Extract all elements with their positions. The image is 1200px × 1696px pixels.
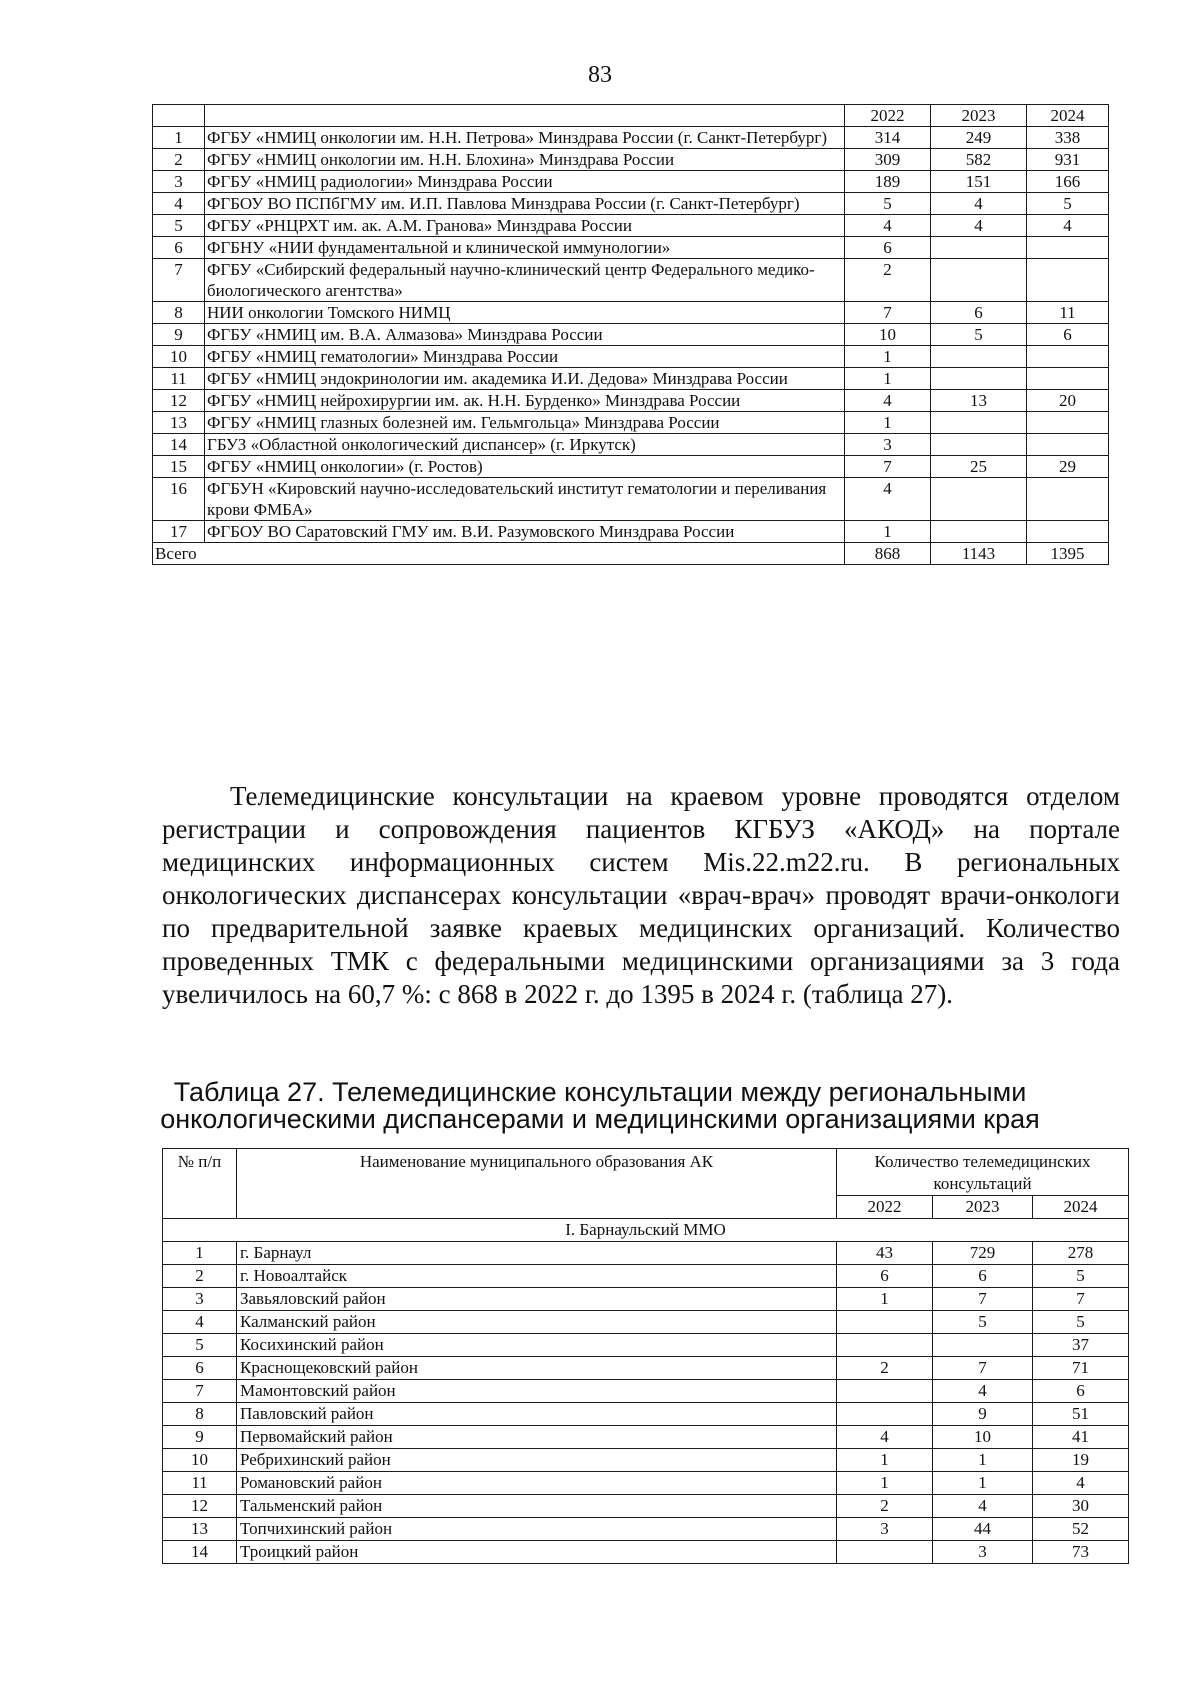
table-row	[153, 456, 1109, 478]
organization-name: ФГБУ «РНЦРХТ им. ак. А.М. Гранова» Минздрава России	[205, 215, 845, 237]
header-year-2022: 2022	[845, 105, 931, 127]
organization-name: ФГБУ «НМИЦ радиологии» Минздрава России	[205, 171, 845, 193]
value-2022	[837, 1380, 933, 1403]
page-number: 83	[588, 62, 612, 88]
municipality-name: Краснощековский район	[237, 1357, 837, 1380]
total-label: Всего	[153, 543, 845, 565]
section-title: I. Барнаульский ММО	[163, 1219, 1129, 1242]
municipality-name: Троицкий район	[237, 1541, 837, 1564]
value-2024: 5	[1033, 1265, 1129, 1288]
value-2024: 30	[1033, 1495, 1129, 1518]
value-2024: 338	[1027, 127, 1109, 149]
row-number: 9	[153, 324, 205, 346]
value-2023: 1	[933, 1449, 1033, 1472]
row-number: 8	[163, 1403, 237, 1426]
table-row	[163, 1426, 1129, 1449]
value-2022	[837, 1541, 933, 1564]
table-row	[153, 521, 1109, 543]
value-2023: 151	[931, 171, 1027, 193]
value-2024	[1027, 346, 1109, 368]
row-number: 7	[163, 1380, 237, 1403]
row-number: 1	[153, 127, 205, 149]
row-number: 13	[153, 412, 205, 434]
organization-name: ФГБНУ «НИИ фундаментальной и клинической иммунологии»	[205, 237, 845, 259]
table-row	[153, 302, 1109, 324]
value-2024: 41	[1033, 1426, 1129, 1449]
row-number: 5	[163, 1334, 237, 1357]
row-number: 9	[163, 1426, 237, 1449]
value-2024: 278	[1033, 1242, 1129, 1265]
row-number: 14	[163, 1541, 237, 1564]
table-row	[163, 1242, 1129, 1265]
value-2022: 1	[845, 368, 931, 390]
value-2023: 4	[933, 1380, 1033, 1403]
table-row	[153, 390, 1109, 412]
table-row	[153, 368, 1109, 390]
municipality-name: г. Барнаул	[237, 1242, 837, 1265]
row-number: 8	[153, 302, 205, 324]
municipality-name: Косихинский район	[237, 1334, 837, 1357]
value-2023	[931, 412, 1027, 434]
table-row	[153, 412, 1109, 434]
row-number: 11	[153, 368, 205, 390]
value-2022: 3	[837, 1518, 933, 1541]
value-2023: 249	[931, 127, 1027, 149]
value-2023: 7	[933, 1357, 1033, 1380]
table-row	[163, 1265, 1129, 1288]
value-2022: 4	[845, 215, 931, 237]
row-number: 12	[163, 1495, 237, 1518]
value-2024: 7	[1033, 1288, 1129, 1311]
value-2022: 314	[845, 127, 931, 149]
municipality-name: Калманский район	[237, 1311, 837, 1334]
value-2022: 309	[845, 149, 931, 171]
table-header-row	[153, 105, 1109, 127]
table-row	[153, 193, 1109, 215]
table-row	[153, 149, 1109, 171]
row-number: 4	[163, 1311, 237, 1334]
value-2024	[1027, 368, 1109, 390]
row-number: 3	[163, 1288, 237, 1311]
value-2024: 73	[1033, 1541, 1129, 1564]
value-2022: 1	[845, 346, 931, 368]
row-number: 5	[153, 215, 205, 237]
row-number: 6	[163, 1357, 237, 1380]
federal-consultations-table	[152, 104, 1109, 565]
table-row	[163, 1449, 1129, 1472]
value-2023: 10	[933, 1426, 1033, 1449]
total-2024: 1395	[1027, 543, 1109, 565]
value-2023: 7	[933, 1288, 1033, 1311]
row-number: 4	[153, 193, 205, 215]
municipality-name: Завьяловский район	[237, 1288, 837, 1311]
table-row	[153, 127, 1109, 149]
table-row	[163, 1380, 1129, 1403]
value-2024: 37	[1033, 1334, 1129, 1357]
value-2023: 1	[933, 1472, 1033, 1495]
federal-table-body	[153, 127, 1109, 543]
value-2023	[931, 521, 1027, 543]
table-row	[153, 215, 1109, 237]
table-row	[153, 259, 1109, 302]
value-2023	[931, 368, 1027, 390]
table-row	[153, 324, 1109, 346]
value-2024: 6	[1033, 1380, 1129, 1403]
value-2023: 6	[933, 1265, 1033, 1288]
value-2023	[931, 434, 1027, 456]
organization-name: ФГБУ «НМИЦ онкологии им. Н.Н. Петрова» Минздрава России (г. Санкт-Петербург)	[205, 127, 845, 149]
organization-name: ФГБОУ ВО ПСПбГМУ им. И.П. Павлова Минздрава России (г. Санкт-Петербург)	[205, 193, 845, 215]
organization-name: ФГБУ «НМИЦ глазных болезней им. Гельмгольца» Минздрава России	[205, 412, 845, 434]
total-2022: 868	[845, 543, 931, 565]
row-number: 3	[153, 171, 205, 193]
row-number: 16	[153, 478, 205, 521]
value-2022: 6	[845, 237, 931, 259]
row-number: 10	[163, 1449, 237, 1472]
municipality-name: Ребрихинский район	[237, 1449, 837, 1472]
value-2023: 9	[933, 1403, 1033, 1426]
value-2024: 19	[1033, 1449, 1129, 1472]
value-2023	[931, 259, 1027, 302]
organization-name: ФГБУ «НМИЦ нейрохирургии им. ак. Н.Н. Бурденко» Минздрава России	[205, 390, 845, 412]
municipality-name: Мамонтовский район	[237, 1380, 837, 1403]
table-row	[163, 1541, 1129, 1564]
value-2023: 13	[931, 390, 1027, 412]
value-2022: 2	[837, 1495, 933, 1518]
header-year-2022: 2022	[837, 1196, 933, 1219]
table-row	[153, 346, 1109, 368]
value-2024: 20	[1027, 390, 1109, 412]
municipality-name: Первомайский район	[237, 1426, 837, 1449]
body-paragraph	[162, 780, 1120, 1011]
total-row	[153, 543, 1109, 565]
value-2022: 10	[845, 324, 931, 346]
municipality-name: Тальменский район	[237, 1495, 837, 1518]
header-year-2024: 2024	[1033, 1196, 1129, 1219]
header-year-2023: 2023	[931, 105, 1027, 127]
regional-consultations-table	[162, 1148, 1129, 1564]
table-row	[163, 1518, 1129, 1541]
organization-name: ФГБУ «НМИЦ онкологии» (г. Ростов)	[205, 456, 845, 478]
row-number: 15	[153, 456, 205, 478]
organization-name: ФГБУН «Кировский научно-исследовательский институт гематологии и переливания крови ФМБА»	[205, 478, 845, 521]
value-2024	[1027, 521, 1109, 543]
value-2022: 1	[837, 1449, 933, 1472]
total-2023: 1143	[931, 543, 1027, 565]
value-2024	[1027, 412, 1109, 434]
table-row	[153, 478, 1109, 521]
value-2023: 5	[931, 324, 1027, 346]
header-name-cell: Наименование муниципального образования АК	[237, 1149, 837, 1219]
value-2022: 4	[845, 390, 931, 412]
value-2022	[837, 1311, 933, 1334]
value-2024: 6	[1027, 324, 1109, 346]
value-2024: 29	[1027, 456, 1109, 478]
regional-table-body	[163, 1242, 1129, 1564]
table-row	[163, 1403, 1129, 1426]
value-2024: 51	[1033, 1403, 1129, 1426]
value-2024: 52	[1033, 1518, 1129, 1541]
row-number: 2	[163, 1265, 237, 1288]
value-2022: 3	[845, 434, 931, 456]
paragraph-text: Телемедицинские консультации на краевом уровне проводятся отделом регистрации и сопровождения пациентов КГБУЗ «АКОД» на портале медицинских информационных систем Mis.22.m22.ru. В региональных онкологических диспансерах консультации «врач-врач» проводят врачи-онкологи по предварительной заявке краевых медицинских организаций. Количество проведенных ТМК с федеральными медицинскими организациями за 3 года увеличилось на 60,7 %: с 868 в 2022 г. до 1395 в 2024 г. (таблица 27).	[162, 781, 1120, 1009]
row-number: 17	[153, 521, 205, 543]
row-number: 6	[153, 237, 205, 259]
value-2022: 6	[837, 1265, 933, 1288]
value-2022: 43	[837, 1242, 933, 1265]
value-2024: 5	[1027, 193, 1109, 215]
value-2023: 25	[931, 456, 1027, 478]
municipality-name: Романовский район	[237, 1472, 837, 1495]
value-2022: 4	[837, 1426, 933, 1449]
table-row	[163, 1472, 1129, 1495]
value-2022	[837, 1403, 933, 1426]
value-2024: 166	[1027, 171, 1109, 193]
organization-name: ФГБУ «НМИЦ им. В.А. Алмазова» Минздрава России	[205, 324, 845, 346]
table-row	[163, 1311, 1129, 1334]
value-2022: 1	[837, 1472, 933, 1495]
table-row	[153, 237, 1109, 259]
header-year-2024: 2024	[1027, 105, 1109, 127]
organization-name: ФГБУ «Сибирский федеральный научно-клинический центр Федерального медико-биологического агентства»	[205, 259, 845, 302]
caption-line-1: Таблица 27. Телемедицинские консультации между региональными	[173, 1077, 1027, 1107]
row-number: 2	[153, 149, 205, 171]
value-2024: 11	[1027, 302, 1109, 324]
organization-name: НИИ онкологии Томского НИМЦ	[205, 302, 845, 324]
header-org-cell	[205, 105, 845, 127]
value-2024	[1027, 478, 1109, 521]
organization-name: ФГБУ «НМИЦ эндокринологии им. академика И.И. Дедова» Минздрава России	[205, 368, 845, 390]
value-2023	[931, 346, 1027, 368]
municipality-name: г. Новоалтайск	[237, 1265, 837, 1288]
table-caption	[0, 1079, 1200, 1133]
table-row	[153, 434, 1109, 456]
value-2024: 4	[1027, 215, 1109, 237]
value-2023: 3	[933, 1541, 1033, 1564]
value-2024: 5	[1033, 1311, 1129, 1334]
value-2024	[1027, 259, 1109, 302]
organization-name: ФГБУ «НМИЦ онкологии им. Н.Н. Блохина» Минздрава России	[205, 149, 845, 171]
value-2024: 71	[1033, 1357, 1129, 1380]
row-number: 1	[163, 1242, 237, 1265]
value-2023	[931, 478, 1027, 521]
value-2023: 44	[933, 1518, 1033, 1541]
value-2022: 2	[837, 1357, 933, 1380]
value-2022: 2	[845, 259, 931, 302]
table-row	[163, 1495, 1129, 1518]
value-2022: 1	[845, 521, 931, 543]
value-2022: 4	[845, 478, 931, 521]
value-2023	[931, 237, 1027, 259]
value-2022: 7	[845, 456, 931, 478]
table-row	[163, 1288, 1129, 1311]
value-2022	[837, 1334, 933, 1357]
value-2023: 5	[933, 1311, 1033, 1334]
value-2023: 6	[931, 302, 1027, 324]
header-num-cell	[153, 105, 205, 127]
value-2023: 729	[933, 1242, 1033, 1265]
header-num-cell: № п/п	[163, 1149, 237, 1219]
value-2022: 5	[845, 193, 931, 215]
header-year-2023: 2023	[933, 1196, 1033, 1219]
value-2024: 4	[1033, 1472, 1129, 1495]
organization-name: ФГБУ «НМИЦ гематологии» Минздрава России	[205, 346, 845, 368]
value-2022: 7	[845, 302, 931, 324]
row-number: 12	[153, 390, 205, 412]
row-number: 11	[163, 1472, 237, 1495]
value-2024	[1027, 434, 1109, 456]
table-row	[153, 171, 1109, 193]
table2-header-row	[163, 1149, 1129, 1196]
section-row	[163, 1219, 1129, 1242]
organization-name: ФГБОУ ВО Саратовский ГМУ им. В.И. Разумовского Минздрава России	[205, 521, 845, 543]
header-count-cell: Количество телемедицинских консультаций	[837, 1149, 1129, 1196]
municipality-name: Топчихинский район	[237, 1518, 837, 1541]
table-row	[163, 1357, 1129, 1380]
value-2023	[933, 1334, 1033, 1357]
value-2022: 1	[837, 1288, 933, 1311]
row-number: 7	[153, 259, 205, 302]
municipality-name: Павловский район	[237, 1403, 837, 1426]
value-2022: 189	[845, 171, 931, 193]
row-number: 14	[153, 434, 205, 456]
value-2023: 4	[931, 193, 1027, 215]
value-2023: 4	[931, 215, 1027, 237]
value-2023: 582	[931, 149, 1027, 171]
value-2023: 4	[933, 1495, 1033, 1518]
caption-line-2: онкологическими диспансерами и медицинскими организациями края	[160, 1104, 1040, 1134]
value-2024	[1027, 237, 1109, 259]
value-2022: 1	[845, 412, 931, 434]
row-number: 13	[163, 1518, 237, 1541]
row-number: 10	[153, 346, 205, 368]
value-2024: 931	[1027, 149, 1109, 171]
table-row	[163, 1334, 1129, 1357]
organization-name: ГБУЗ «Областной онкологический диспансер» (г. Иркутск)	[205, 434, 845, 456]
